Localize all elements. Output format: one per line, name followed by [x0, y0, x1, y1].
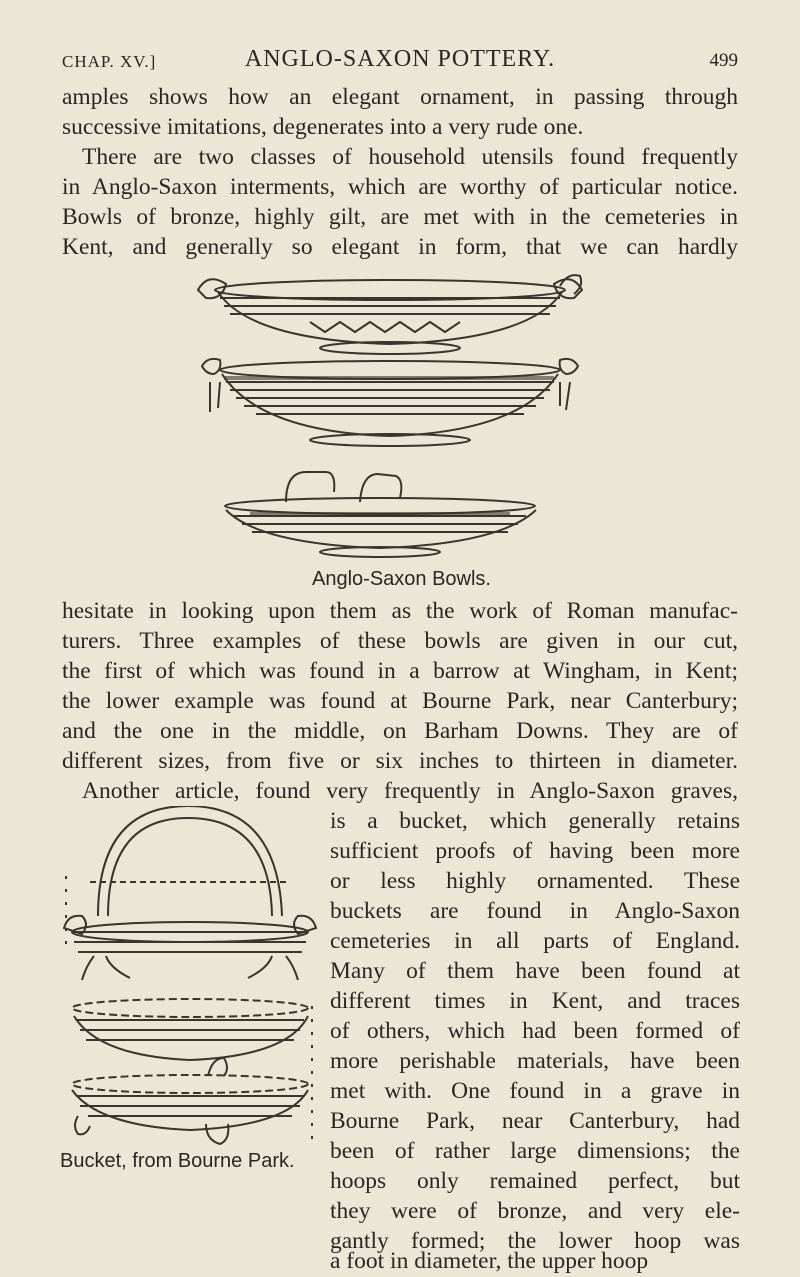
text-line: Bowls of bronze, highly gilt, are met with in the cemeteries in [62, 204, 738, 230]
bowl-1 [198, 275, 582, 354]
bucket-handle [98, 806, 282, 916]
bowls-illustration [190, 262, 590, 562]
text-line: different sizes, from five or six inches to thirteen in diameter. [62, 748, 738, 774]
text-line: Kent, and generally so elegant in form, that we can hardly [62, 234, 738, 260]
text-line: sufficient proofs of having been more [330, 838, 740, 864]
text-line: amples shows how an elegant ornament, in passing through [62, 84, 738, 110]
text-line: in Anglo-Saxon interments, which are worthy of particular notice. [62, 174, 738, 200]
page-number: 499 [709, 50, 738, 71]
text-line: the first of which was found in a barrow at Wingham, in Kent; [62, 658, 738, 684]
text-line: they were of bronze, and very ele- [330, 1198, 740, 1224]
text-line: of others, which had been formed of [330, 1018, 740, 1044]
bucket-lower-hoop [72, 1058, 308, 1144]
text-line: and the one in the middle, on Barham Downs. They are of [62, 718, 738, 744]
text-line: successive imitations, degenerates into a very rude one. [62, 114, 584, 140]
text-line: or less highly ornamented. These [330, 868, 740, 894]
text-line: more perishable materials, have been [330, 1048, 740, 1074]
text-line: the lower example was found at Bourne Park, near Canterbury; [62, 688, 738, 714]
text-line: turers. Three examples of these bowls are given in our cut, [62, 628, 738, 654]
bowls-caption: Anglo-Saxon Bowls. [312, 568, 491, 590]
text-line: hesitate in looking upon them as the work of Roman manufac- [62, 598, 738, 624]
text-line: gantly formed; the lower hoop was [330, 1228, 740, 1254]
bowl-2 [202, 359, 578, 446]
chapter-label: CHAP. XV.] [62, 52, 157, 71]
bowl-3 [225, 472, 536, 557]
bucket-caption: Bucket, from Bourne Park. [60, 1150, 295, 1172]
text-line: There are two classes of household utensils found frequently [82, 144, 738, 170]
running-title: ANGLO-SAXON POTTERY. [244, 46, 556, 72]
text-line: Many of them have been found at [330, 958, 740, 984]
text-line: met with. One found in a grave in [330, 1078, 740, 1104]
text-line: been of rather large dimensions; the [330, 1138, 740, 1164]
text-line: is a bucket, which generally retains [330, 808, 740, 834]
text-line: buckets are found in Anglo-Saxon [330, 898, 740, 924]
text-line: cemeteries in all parts of England. [330, 928, 740, 954]
text-line: Bourne Park, near Canterbury, had [330, 1108, 740, 1134]
bucket-middle-hoop [72, 999, 308, 1060]
bucket-upper-hoop [64, 882, 316, 980]
bucket-illustration [58, 806, 322, 1146]
text-line: Another article, found very frequently in Anglo-Saxon graves, [82, 778, 738, 804]
text-line: a foot in diameter, the upper hoop [330, 1248, 649, 1274]
running-header [62, 46, 738, 76]
text-line: hoops only remained perfect, but [330, 1168, 740, 1194]
text-line: different times in Kent, and traces [330, 988, 740, 1014]
